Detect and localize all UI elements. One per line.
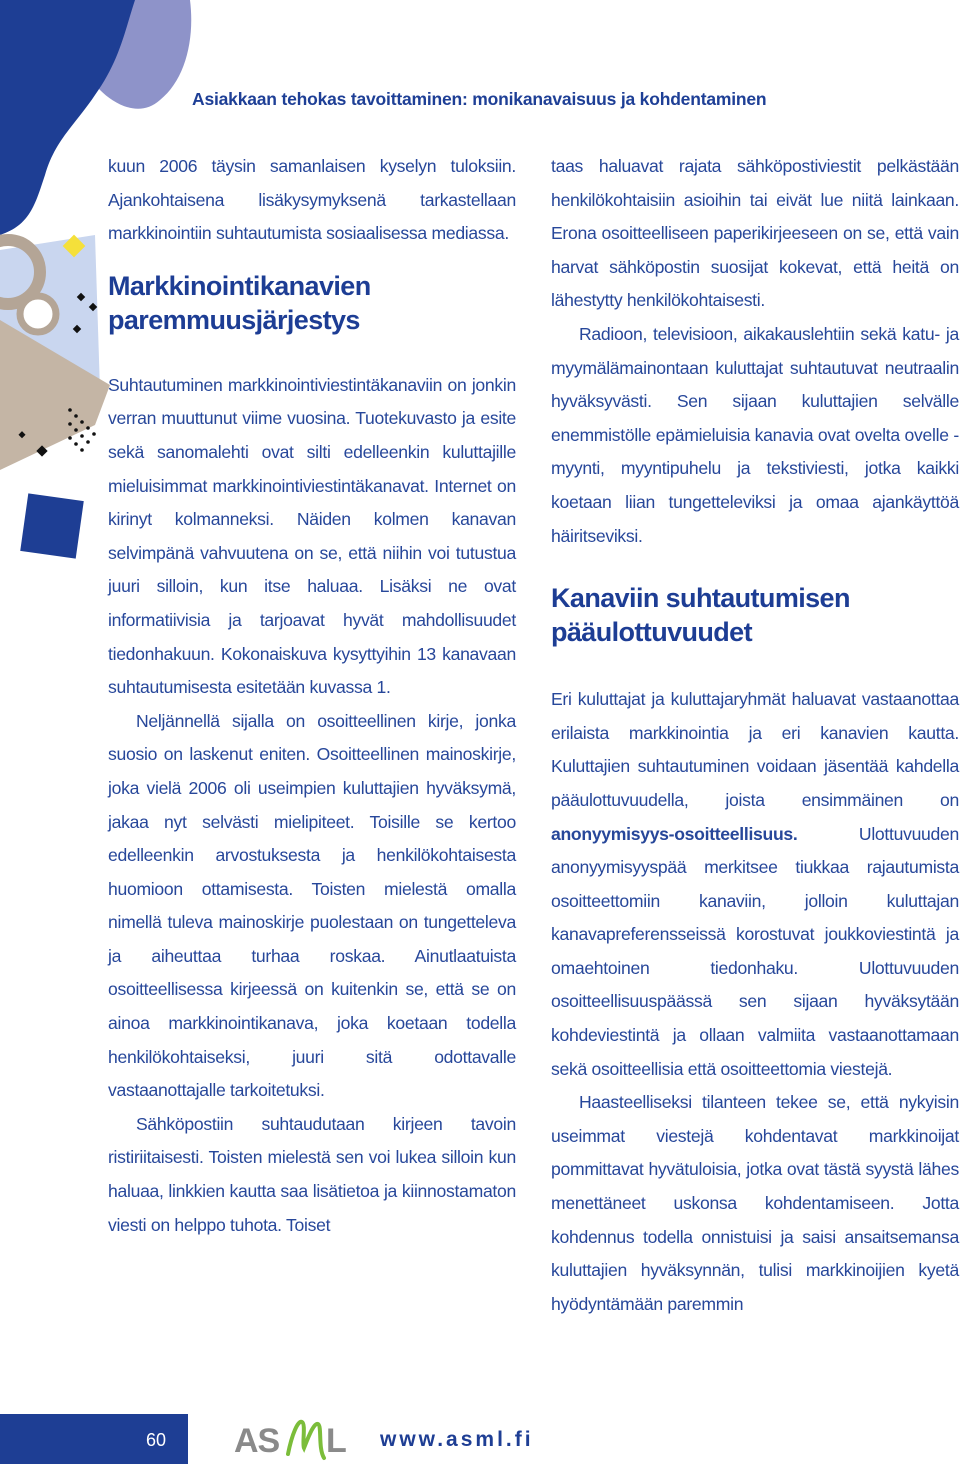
paragraph-text: Eri kuluttajat ja kuluttajaryhmät haluavat vastaanottaa erilaista markkinointia ja eri kanavien kautta. Kuluttajien suhtautuminen voidaan jäsentää kahdella pääulottuvuudella, joista ensimmäinen on	[551, 689, 959, 810]
paragraph-text: Ulottuvuuden anonyymisyyspää merkitsee tiukkaa rajautumista osoitteettomiin kanaviin, jolloin kuluttajan kanavapreferensseissä korostuvat joukkoviestintä ja omaehtoinen tiedonhaku. Ulottuvuuden osoitteellisuuspäässä sen sijaan hyväksytään kohdeviestintä ja ollaan valmiita vastaanottamaan sekä osoitteellisia että osoitteettomia viestejä.	[551, 823, 959, 1079]
body-paragraph: Suhtautuminen markkinointiviestintäkanaviin on jonkin verran muuttunut viime vuosina. Tuotekuvasto ja esite sekä sanomalehti ovat silti edelleenkin kuluttajille mieluisimmat markkinointiviestintäkanavat. Internet on kirinyt kolmanneksi. Näiden kolmen kanavan selvimpänä vahvuutena on se, että niihin voi tutustua juuri silloin, kun itse haluaa. Lisäksi ne ovat informatiivisia ja tarjoavat hyvät mahdollisuudet tiedonhakuun. Kokonaiskuva kysyttyihin 13 kanavaan suhtautumisesta esitetään kuvassa 1.	[108, 374, 516, 698]
body-paragraph	[551, 683, 959, 1086]
body-paragraph: taas haluavat rajata sähköpostiviestit pelkästään henkilökohtaisiin asioihin tai eivät lue niitä lainkaan. Erona osoitteelliseen paperikirjeeseen on se, että vain harvat sähköpostin suosijat kokevat, että heitä on lähestytty henkilökohtaisesti.	[551, 156, 959, 311]
website-link[interactable]: www.asml.fi	[380, 1428, 534, 1451]
emphasized-term: anonyymisyys-osoitteellisuus.	[551, 823, 798, 844]
svg-text:AS: AS	[234, 1422, 280, 1460]
body-paragraph: Radioon, televisioon, aikakauslehtiin sekä katu- ja myymälämainontaan kuluttajat suhtautuvat neutraalin hyväksyvästi. Sen sijaan kuluttajien selvälle enemmistölle epämieluisia kanavia ovat ovelta ovelle -myynti, myyntipuhelu ja tekstiviesti, jotka kaikki koetaan liian tungetteleviksi ja omaa ajankäyttöä häiritseviksi.	[551, 323, 959, 546]
svg-text:L: L	[326, 1422, 347, 1460]
left-column	[108, 150, 516, 1242]
intro-paragraph: kuun 2006 täysin samanlaisen kyselyn tuloksiin. Ajankohtaisena lisäkysymyksenä tarkastellaan markkinointiin suhtautumista sosiaalisessa mediassa.	[108, 156, 516, 244]
section-heading-channel-ranking: Markkinointikanavien paremmuusjärjestys	[108, 270, 371, 335]
body-paragraph: Haasteelliseksi tilanteen tekee se, että nykyisin useimmat viestejä kohdentavat markkinoijat pommittavat hyvätuloisia, jotka ovat tästä syystä lähes menettäneet uskonsa kohdentamiseen. Jotta kohdennus todella onnistuisi ja saisi ansaitsemansa kuluttajien hyväksynnän, tulisi markkinoijien kyetä hyödyntämään paremmin	[551, 1092, 959, 1314]
right-column	[551, 150, 959, 1321]
asml-logo	[232, 1414, 362, 1466]
page-number: 60	[146, 1430, 167, 1450]
page-header-title: Asiakkaan tehokas tavoittaminen: monikanavaisuus ja kohdentaminen	[192, 89, 767, 109]
body-paragraph: Neljännellä sijalla on osoitteellinen kirje, jonka suosio on laskenut eniten. Osoitteellinen mainoskirje, joka vielä 2006 oli useimpien kuluttajien hyväksymä, jakaa nyt selvästi mielipiteet. Toisille se kertoo edelleenkin arvostuksesta ja henkilökohtaisesta huomioon ottamisesta. Toisten mielestä omalla nimellä tuleva mainoskirje puolestaan on tungetteleva ja aiheuttaa turhaa roskaa. Ainutlaatuista osoitteellisessa kirjeessä on kuitenkin se, että se on ainoa markkinointikanava, joka koetaan todella henkilökohtaiseksi, juuri sitä odottavalle vastaanottajalle tarkoitetuksi.	[108, 710, 516, 1101]
body-paragraph: Sähköpostiin suhtaudutaan kirjeen tavoin ristiriitaisesti. Toisten mielestä sen voi lukea silloin kun haluaa, linkkien kautta saa lisätietoa ja kiinnostamaton viesti on helppo tuhota. Toiset	[108, 1113, 516, 1235]
section-heading-dimensions: Kanaviin suhtautumisen pääulottuvuudet	[551, 583, 850, 648]
